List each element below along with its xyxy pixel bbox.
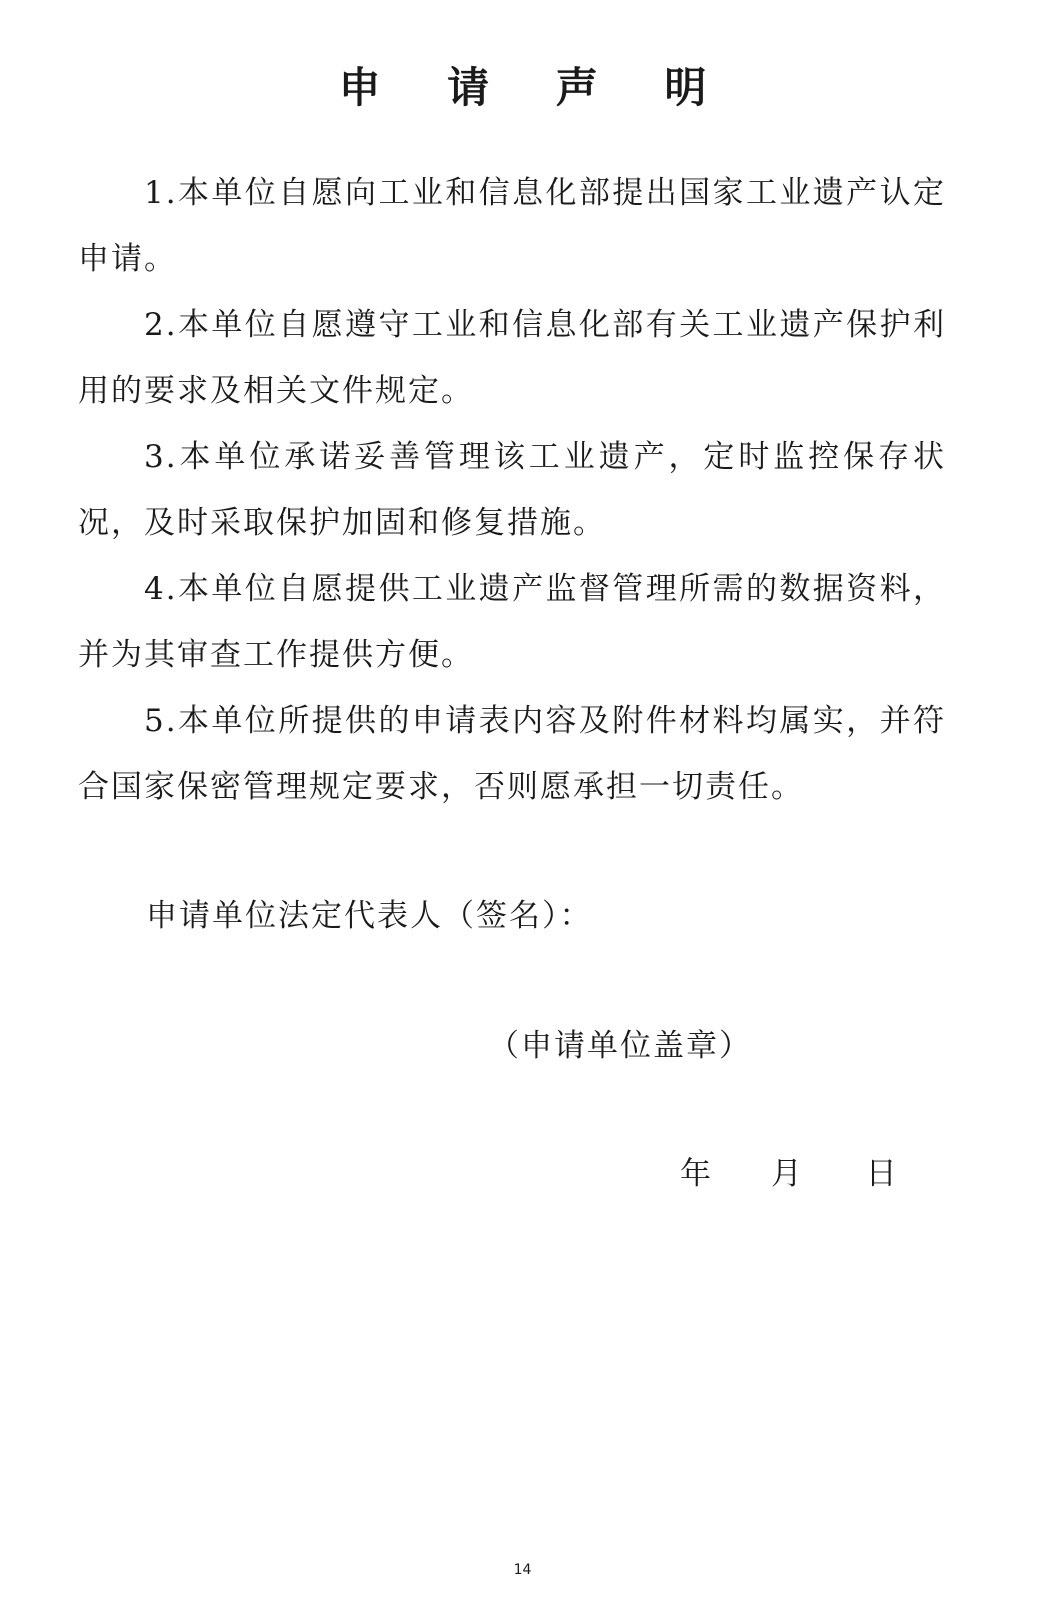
page-title: 申 请 声 明: [338, 63, 733, 113]
declaration-body: [78, 160, 946, 820]
seal-note: （申请单位盖章）: [488, 1028, 752, 1064]
date-line: [680, 1144, 897, 1204]
date-year-label: 年: [680, 1156, 711, 1192]
clause-1: 1.本单位自愿向工业和信息化部提出国家工业遗产认定申请。: [78, 175, 946, 277]
clause-3: 3.本单位承诺妥善管理该工业遗产，定时监控保存状况，及时采取保护加固和修复措施。: [78, 439, 946, 541]
clause-5: 5.本单位所提供的申请表内容及附件材料均属实，并符合国家保密管理规定要求，否则愿承担一切责任。: [78, 703, 946, 805]
page-number: 14: [513, 1562, 532, 1578]
date-day-label: 日: [865, 1156, 897, 1192]
signature-label: 申请单位法定代表人（签名）：: [146, 898, 593, 934]
date-month-label: 月: [770, 1156, 802, 1192]
clause-4: 4.本单位自愿提供工业遗产监督管理所需的数据资料，并为其审查工作提供方便。: [78, 571, 946, 673]
clause-2: 2.本单位自愿遵守工业和信息化部有关工业遗产保护利用的要求及相关文件规定。: [78, 307, 946, 409]
